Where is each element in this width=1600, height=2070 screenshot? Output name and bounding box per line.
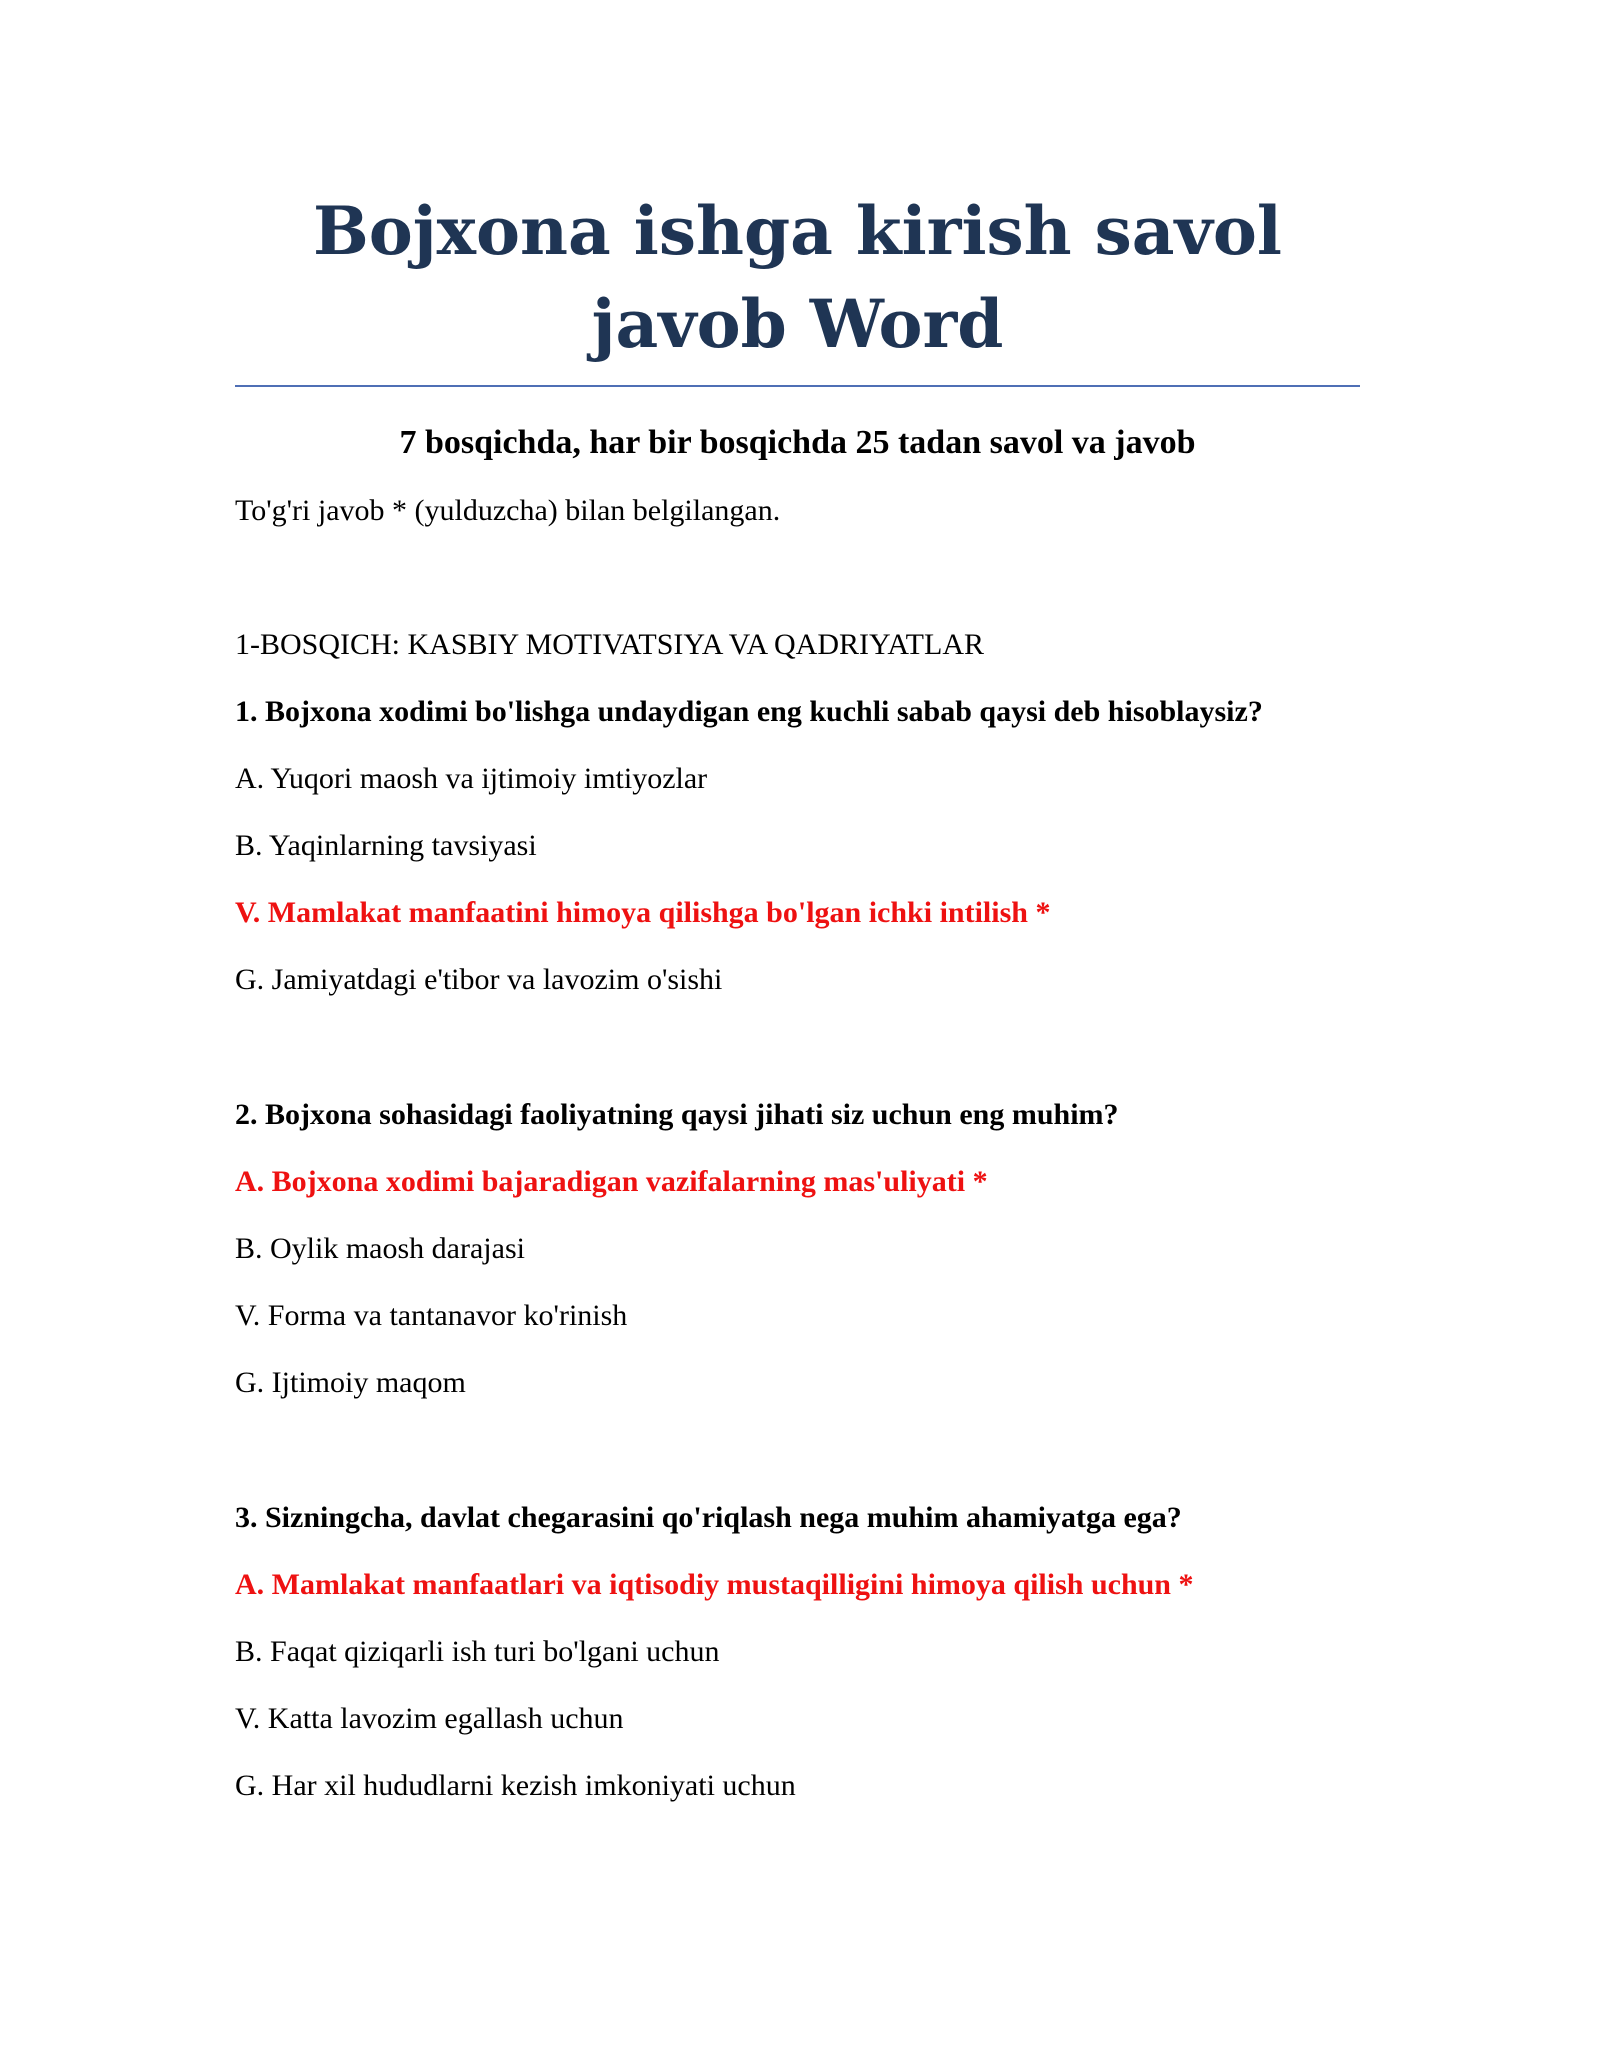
correct-answer-option: A. Bojxona xodimi bajaradigan vazifalarning mas'uliyati * — [235, 1165, 988, 1198]
correct-answer-option: V. Mamlakat manfaatini himoya qilishga bo'lgan ichki intilish * — [235, 896, 1051, 929]
document-subtitle: 7 bosqichda, har bir bosqichda 25 tadan savol va javob — [399, 424, 1196, 461]
question-block-1 — [235, 694, 1360, 998]
question-text: 3. Sizningcha, davlat chegarasini qo'riqlash nega muhim ahamiyatga ega? — [235, 1501, 1182, 1534]
question-block-3 — [235, 1500, 1360, 1804]
answer-option: G. Ijtimoiy maqom — [235, 1366, 466, 1399]
answer-option: B. Oylik maosh darajasi — [235, 1232, 525, 1265]
answer-option: B. Yaqinlarning tavsiyasi — [235, 829, 537, 862]
answer-option: G. Har xil hududlarni kezish imkoniyati uchun — [235, 1769, 796, 1802]
answer-option: G. Jamiyatdagi e'tibor va lavozim o'sishi — [235, 963, 723, 996]
question-text: 2. Bojxona sohasidagi faoliyatning qaysi jihati siz uchun eng muhim? — [235, 1098, 1119, 1131]
correct-answer-option: A. Mamlakat manfaatlari va iqtisodiy mustaqilligini himoya qilish uchun * — [235, 1568, 1194, 1601]
answer-option: B. Faqat qiziqarli ish turi bo'lgani uchun — [235, 1635, 720, 1668]
document-content — [235, 185, 1360, 1804]
answer-option: V. Forma va tantanavor ko'rinish — [235, 1299, 628, 1332]
answer-option: A. Yuqori maosh va ijtimoiy imtiyozlar — [235, 762, 708, 795]
document-title: Bojxona ishga kirish savol javob Word — [235, 185, 1360, 387]
question-block-2 — [235, 1097, 1360, 1401]
question-text: 1. Bojxona xodimi bo'lishga undaydigan eng kuchli sabab qaysi deb hisoblaysiz? — [235, 695, 1263, 728]
section-title: 1-BOSQICH: KASBIY MOTIVATSIYA VA QADRIYATLAR — [235, 628, 984, 661]
answer-option: V. Katta lavozim egallash uchun — [235, 1702, 624, 1735]
intro-text: To'g'ri javob * (yulduzcha) bilan belgilangan. — [235, 494, 781, 527]
